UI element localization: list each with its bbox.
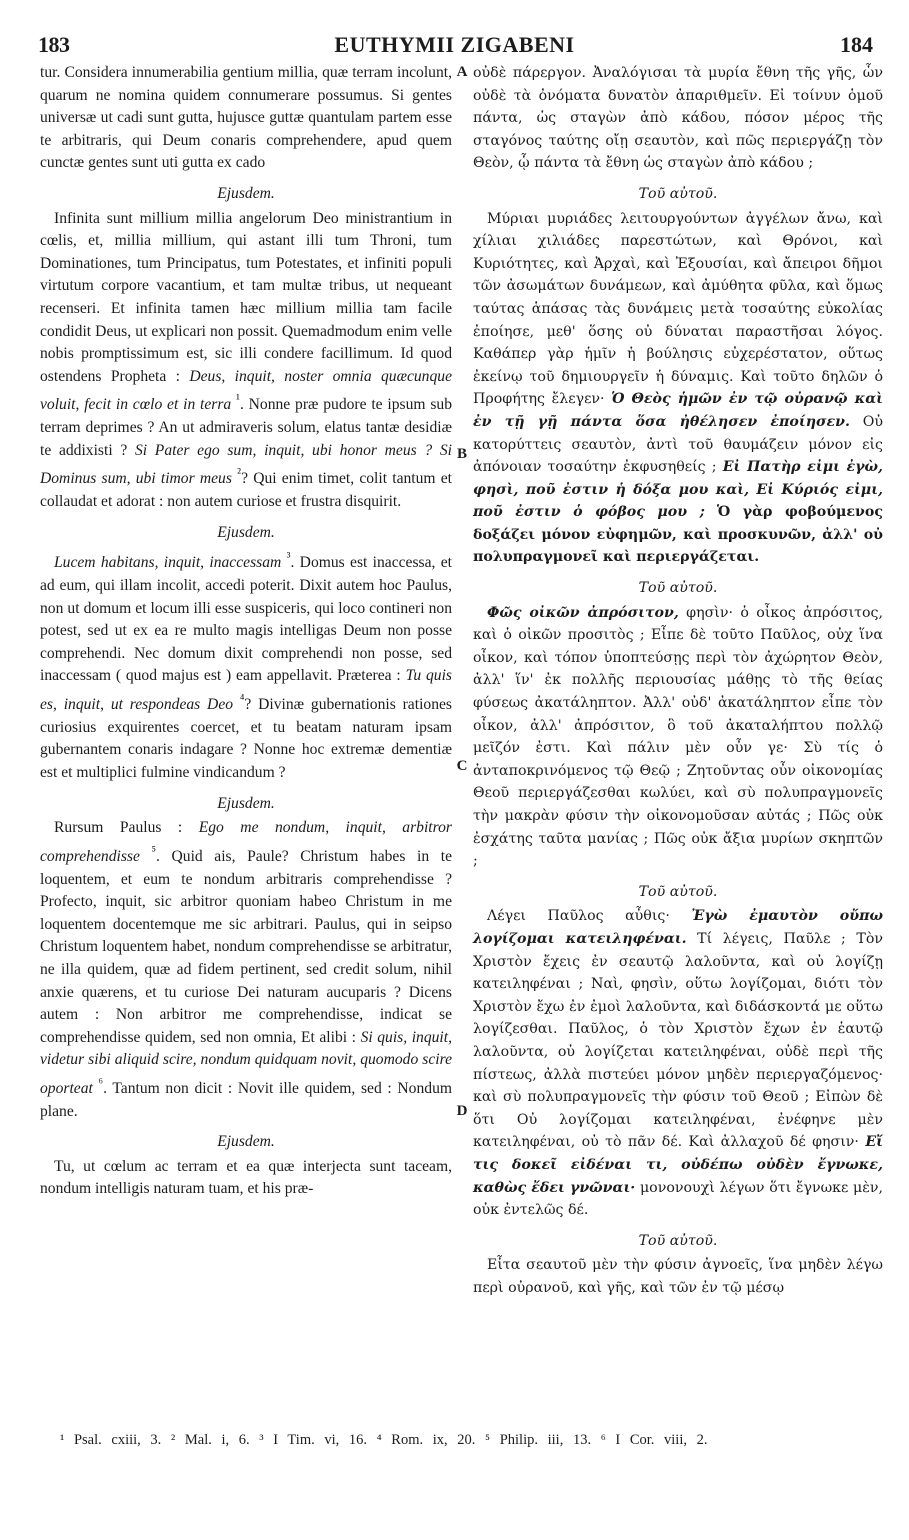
latin-section-heading-4: Ejusdem. xyxy=(217,1133,275,1151)
greek-section-heading-2: Τοῦ αὐτοῦ. xyxy=(638,580,718,597)
page-number-left: 183 xyxy=(38,32,70,57)
latin-paragraph-3: Lucem habitans, inquit, inaccessam $^{^3}$. Domus est inaccessa, et ad eum, qui illam incolit, accedi poterit. Dixit autem hoc Paulus, non ut domum et locum illi esse suspiceris, qui loco contineri non potest, sed ut ex ea re multo magis intelligas Deum non posse comprehendi. Nec domum dixit comprehendi non posse, sed inaccessam ( quod majus est ) eam appellavit. Præterea : Tu quis es, inquit, ut respondeas Deo $^{^4}$? Divinæ gubernationis rationes curiosius exquirentes coercet, et tu beatam naturam ipsam gubernantem conaris indagare ? Nonne hoc extremæ dementiæ est et multiplici fulmine vindicandum ? xyxy=(40,549,452,781)
greek-column xyxy=(473,62,883,1299)
greek-paragraph-5: Εἶτα σεαυτοῦ μὲν τὴν φύσιν ἀγνοεῖς, ἵνα μηδὲν λέγω περὶ οὐρανοῦ, καὶ γῆς, καὶ τῶν ἐν τῷ μέσῳ xyxy=(473,1257,883,1296)
running-title: EUTHYMII ZIGABENI xyxy=(334,32,575,57)
greek-paragraph-3: Φῶς οἰκῶν ἀπρόσιτον, φησὶν· ὁ οἶκος ἀπρόσιτος, καὶ ὁ οἰκῶν προσιτὸς ; Εἶπε δὲ τοῦτο Παῦλος, οὐχ ἵνα οἶκον, καὶ τόπον ὑποπτεύσῃς περὶ τὸν ἀχώρητον Θεὸν, ἀλλ' ἵν' ἐκ πολλῆς περιουσίας μάθῃς τὸ τῆς θείας φύσεως ἀκατάληπτον. Ἀλλ' οὐδ' ἀκατάληπτον εἶπε τὸν οἶκον, ἀλλ' ἀπρόσιτον, ὃ τοῦ ἀκαταλήπτου πολλῷ μεῖζόν ἐστι. Καὶ πάλιν μὲν οὖν γε· Σὺ τίς ὁ ἀνταποκρινόμενος τῷ Θεῷ ; Ζητοῦντας οὖν οἰκονομίας Θεοῦ περιεργάζεσθαι κωλύει, καὶ σὺ πολυπραγμονεῖς τὴν μακρὰν φύσιν τὴν οἰκονομοῦσαν αὐτάς ; Πῶς οὐκ ἐσχάτης ταῦτα μανίας ; Πῶς οὐκ ἄξια μυρίων σκηπτῶν ; xyxy=(473,604,884,870)
margin-marker-d: D xyxy=(456,1103,468,1119)
latin-section-heading-2: Ejusdem. xyxy=(217,523,275,541)
running-header xyxy=(0,30,909,60)
latin-paragraph-2: Infinita sunt millium millia angelorum Deo ministrantium in cœlis, et, millia millium, qui astant illi tum Throni, tum Dominationes, tum Principatus, tum Potestates, et infiniti populi virtutum corpore vacantium, et tam multæ tribus, ut nequeant recenseri. Et infinita tamen hæc millium millia tam facile condidit Deus, ut explicari non possit. Quemadmodum enim velle nobis promptissimum est, sic illi condere facillimum. Id quod ostendens Propheta : Deus, inquit, noster omnia quæcunque voluit, fecit in cœlo et in terra $^{^1}$. Nonne præ pudore te ipsum sub terram deprimes ? An ut admiraveris solum, elatus tantæ desidiæ te addixisti ? Si Pater ego sum, inquit, ubi honor meus ? Si Dominus sum, ubi timor meus $^{^2}$? Qui enim timet, colit tantum et collaudat et adorat : non autem curiose et frustra disquirit. xyxy=(40,209,453,511)
margin-marker-a: A xyxy=(456,64,468,80)
footnotes: ¹ Psal. cxiii, 3. ² Mal. i, 6. ³ I Tim. vi, 16. ⁴ Rom. ix, 20. ⁵ Philip. iii, 13. ⁶ I Cor. viii, 2. xyxy=(60,1432,708,1448)
margin-marker-b: B xyxy=(456,446,467,462)
greek-section-heading-3: Τοῦ αὐτοῦ. xyxy=(638,883,718,900)
page-number-right: 184 xyxy=(840,32,873,57)
greek-section-heading-4: Τοῦ αὐτοῦ. xyxy=(638,1232,718,1249)
latin-section-heading-3: Ejusdem. xyxy=(217,794,275,812)
latin-paragraph-5: Tu, ut cœlum ac terram et ea quæ interjecta sunt taceam, nondum intelligis naturam tuam, et his præ- xyxy=(40,1157,452,1198)
greek-paragraph-4: Λέγει Παῦλος αὖθις· Ἐγὼ ἐμαυτὸν οὔπω λογίζομαι κατειληφέναι. Τί λέγεις, Παῦλε ; Τὸν Χριστὸν ἔχεις ἐν σεαυτῷ λαλοῦντα, καὶ οὐ λογίζῃ κατειληφέναι ; Ναὶ, φησὶν, οὕτω λογίζομαι, διότι τὸν Χριστὸν ἔχω ἐν ἐμοὶ λαλοῦντα, καὶ διδάσκοντά με οὕτω λογίζεσθαι. Παῦλος, ὁ τὸν Χριστὸν ἔχων ἐν ἑαυτῷ λαλοῦντα, οὐ λογίζεται κατειληφέναι, οὐδὲ περὶ τῆς πίστεως, ἀλλὰ πιστεύει μόνον μηδὲν περιεργαζόμενος· καὶ σὺ πολυπραγμονεῖς τὴν φύσιν τοῦ Θεοῦ ; Εἰπὼν δὲ ὅτι Οὐ λογίζομαι κατειληφέναι, ἐνέφηνε μὲν κατειληφέναι, οὐ τὸ πᾶν δέ. Καὶ ἀλλαχοῦ δέ φησιν· Εἴ τις δοκεῖ εἰδέναι τι, οὐδέπω οὐδὲν ἔγνωκε, καθὼς ἔδει γνῶναι· μονονουχὶ λέγων ὅτι ἔγνωκε μὲν, οὐκ ἐντελῶς δέ. xyxy=(473,908,884,1219)
margin-marker-c: C xyxy=(456,758,468,774)
latin-section-heading-1: Ejusdem. xyxy=(217,184,275,202)
latin-paragraph-1: tur. Considera innumerabilia gentium millia, quæ terram incolunt, quarum ne nomina quidem connumerare possumus. Si gentes universæ ut cadi sunt gutta, hujusce guttæ quantulam partem esse te arbitraris, qui Deum conaris comprehendere, apud quem cunctæ gentes sunt uti gutta ex cado xyxy=(40,64,452,172)
greek-paragraph-1: οὐδὲ πάρεργον. Ἀναλόγισαι τὰ μυρία ἔθνη τῆς γῆς, ὧν οὐδὲ τὰ ὀνόματα δυνατὸν ἀπαριθμεῖν. Εἰ τοίνυν ὁμοῦ πάντα, ὡς σταγὼν ἀπὸ κάδου, πόσον μέρος τῆς σταγόνος ταύτης οἴῃ σεαυτὸν, καὶ πῶς περιεργάζῃ τὸν Θεὸν, ᾧ πάντα τὰ ἔθνη ὡς σταγὼν ἀπὸ κάδου ; xyxy=(473,65,883,172)
latin-column xyxy=(40,62,452,1201)
greek-section-heading-1: Τοῦ αὐτοῦ. xyxy=(638,185,718,202)
latin-paragraph-4: Rursum Paulus : Ego me nondum, inquit, arbitror comprehendisse $^{^5}$. Quid ais, Paule? Christum habes in te loquentem, et eum te nondum arbitraris comprehendisse ? Profecto, inquit, sic arbitror quoniam habeo Christum in me loquentem docentemque me sic arbitrari. Paulus, qui in seipso Christum loquentem habet, nondum comprehendisse se arbitratur, ne illa quidem, quæ ad fidem pertinent, sed credit solum, nihil anxie quærens, et tu curiose Dei naturam aucuparis ? Dicens autem : Non arbitror me comprehendisse, indicat se comprehendisse quidem, sed non omnia, Et alibi : Si quis, inquit, videtur sibi aliquid scire, nondum quidquam novit, quomodo scire oporteat $^{^6}$. Tantum non dicit : Novit ille quidem, sed : Nondum plane. xyxy=(40,819,452,1120)
greek-paragraph-2: Μύριαι μυριάδες λειτουργούντων ἀγγέλων ἄνω, καὶ χίλιαι χιλιάδες παρεστώτων, καὶ Θρόνοι, καὶ Κυριότητες, καὶ Ἀρχαὶ, καὶ Ἐξουσίαι, καὶ ἄπειροι δῆμοι τῶν ἀσωμάτων δυνάμεων, καὶ ἀμύθητα φῦλα, καὶ ὅμως ταύτας ἁπάσας τὰς δυνάμεις μετὰ τοσαύτης εὐκολίας ἐποίησε, μεθ' ὅσης οὐ δύναται παραστῆσαι λόγος. Καθάπερ γὰρ ἡμῖν ἡ βούλησις εὐχερέστατον, οὕτως ἐκείνῳ τοῦ δημιουργεῖν ἡ δύναμις. Καὶ τοῦτο δηλῶν ὁ Προφήτης ἔλεγεν· Ὁ Θεὸς ἡμῶν ἐν τῷ οὐρανῷ καὶ ἐν τῇ γῇ πάντα ὅσα ἠθέλησεν ἐποίησεν. Οὐ κατορύττεις σεαυτὸν, ἀντὶ τοῦ θαυμάζειν μόνον εἰς ἀπόνοιαν τοσαύτην ἐκφυσηθείς ; Εἰ Πατὴρ εἰμι ἐγὼ, φησὶ, ποῦ ἐστιν ἡ δόξα μου καὶ, Εἰ Κύριός εἰμι, ποῦ ἐστιν ὁ φόβος μου ; Ὁ γὰρ φοβούμενος δοξάζει μόνον εὐφημῶν, καὶ προσκυνῶν, ἀλλ' οὐ πολυπραγμονεῖ καὶ περιεργάζεται. xyxy=(473,210,884,566)
